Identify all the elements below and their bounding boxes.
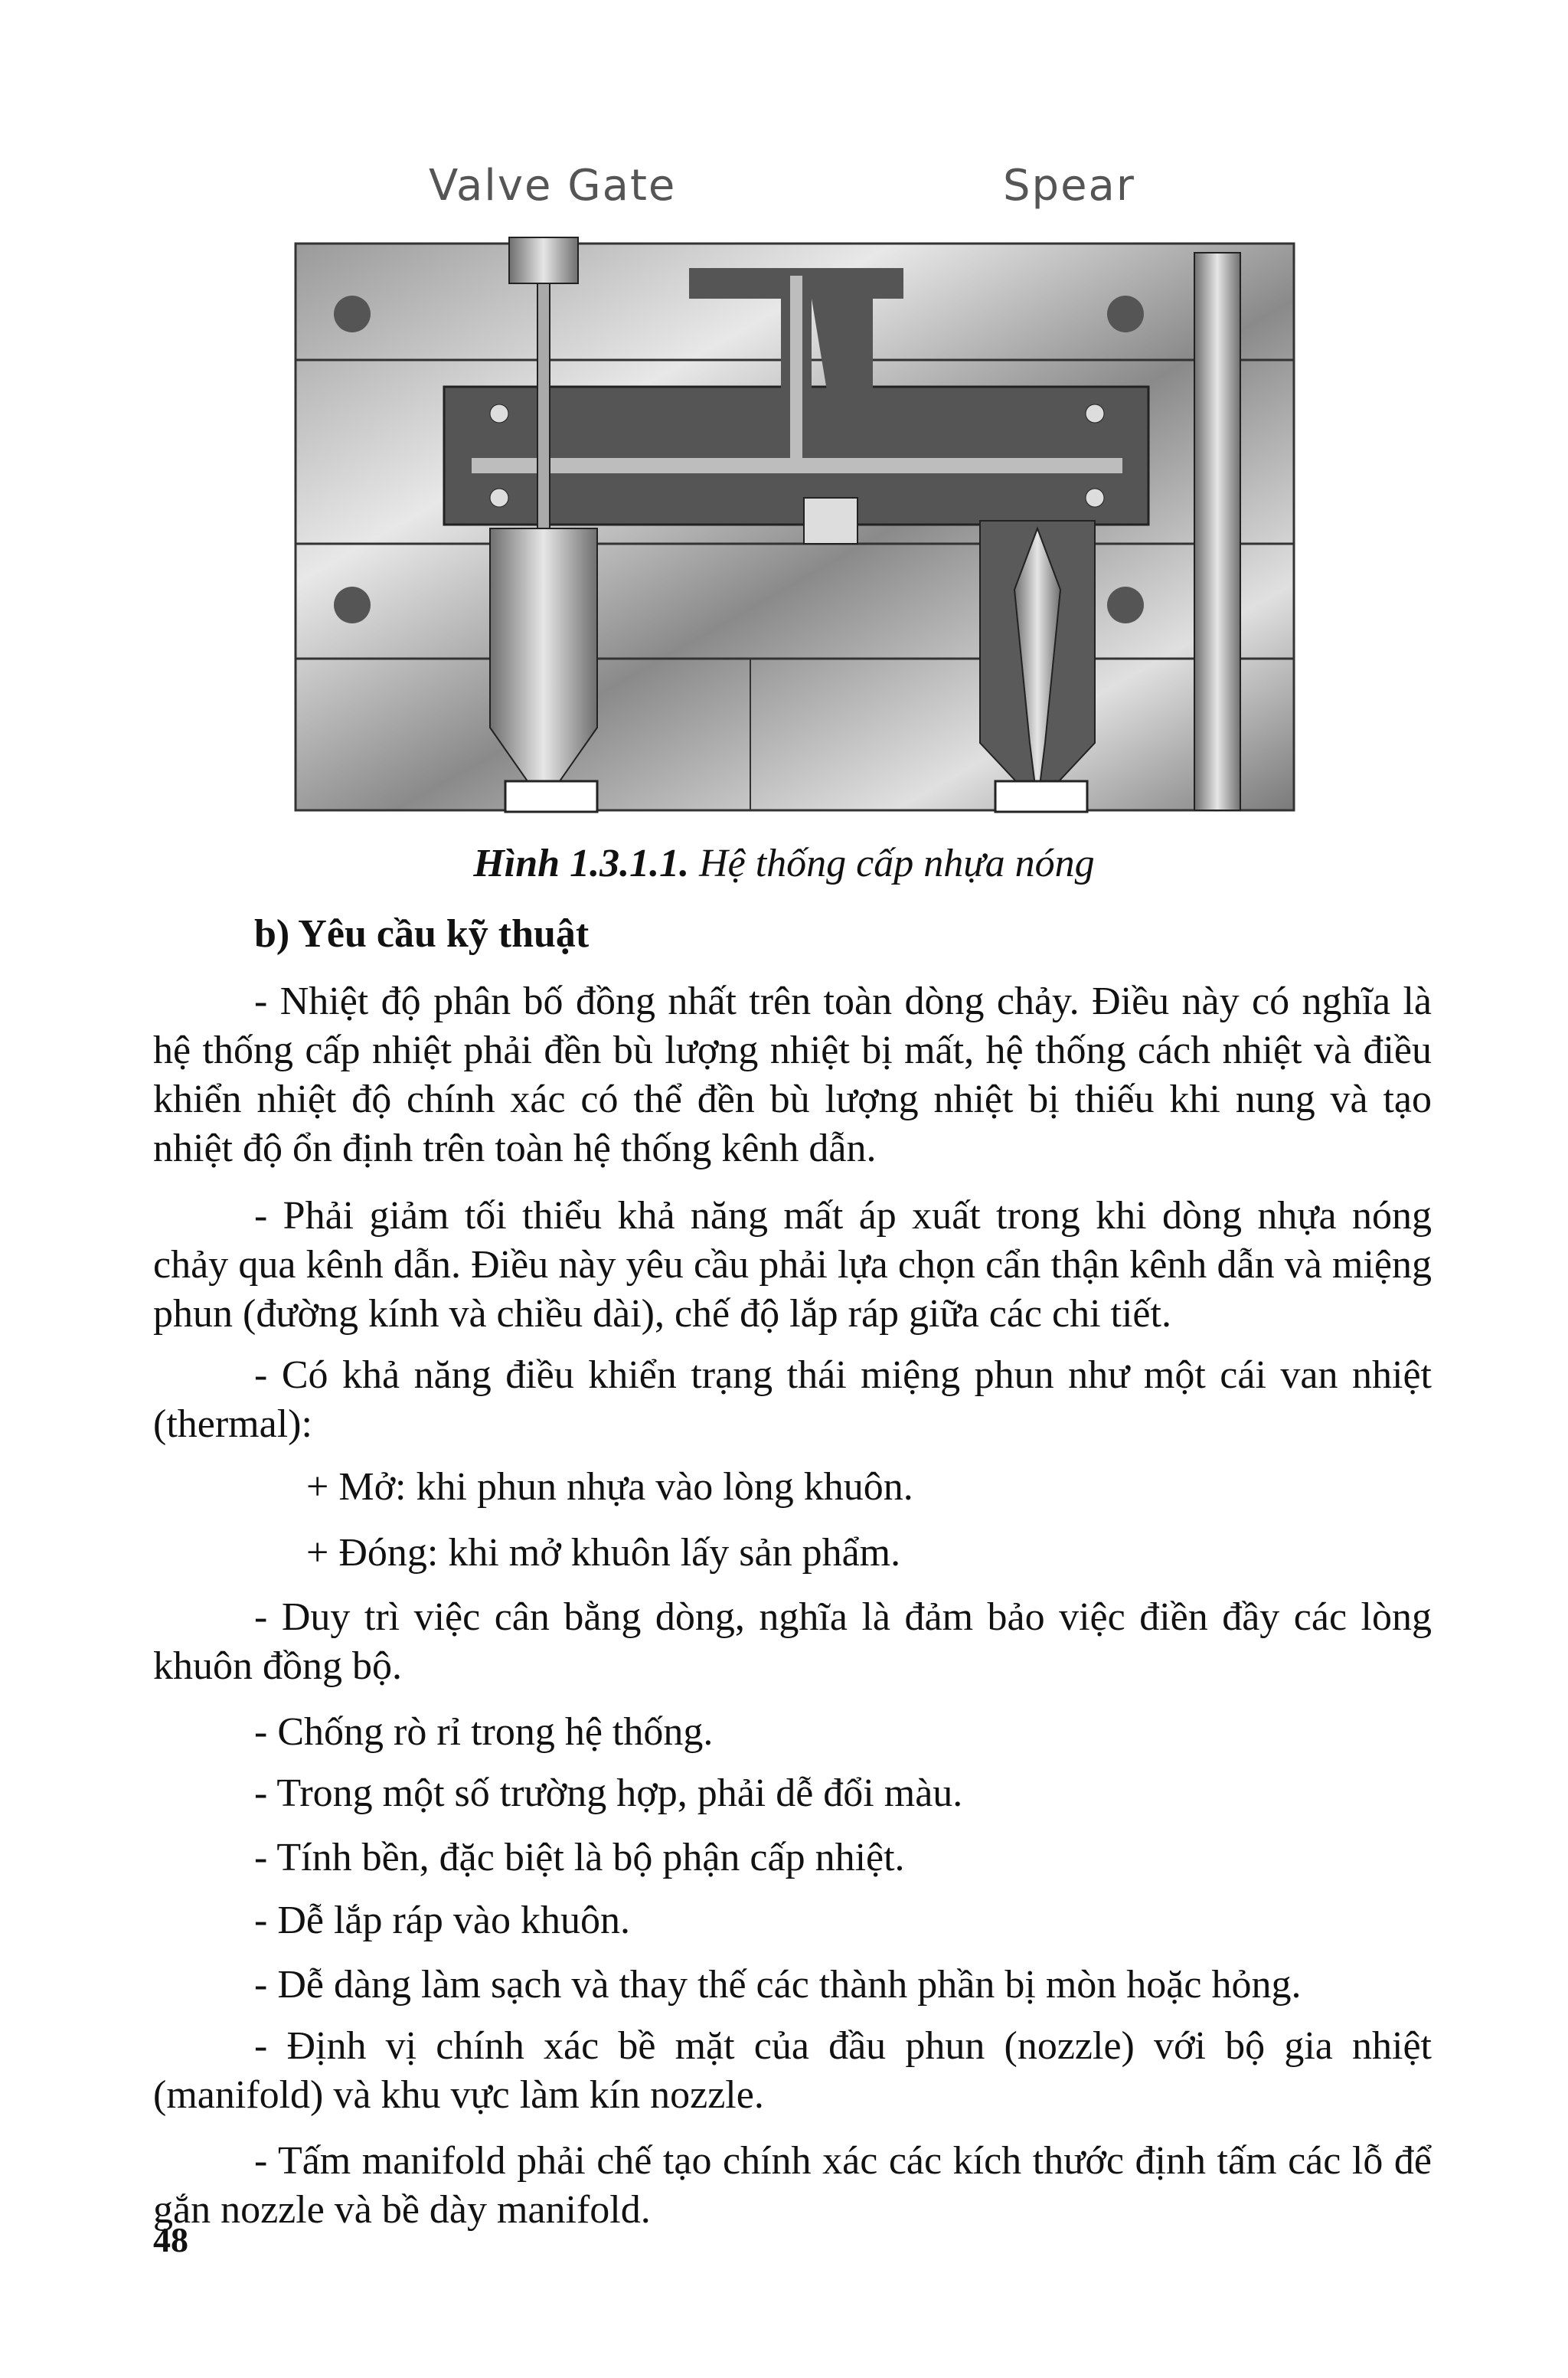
paragraph-3: - Có khả năng điều khiển trạng thái miệng phun như một cái van nhiệt (thermal): [153,1353,1432,1446]
hot-runner-figure [291,161,1302,819]
paragraph-11: - Tấm manifold phải chế tạo chính xác các kích thước định tấm các lỗ để gắn nozzle và bề dày manifold. [153,2139,1432,2232]
section-heading: b) Yêu cầu kỹ thuật [254,912,590,956]
valve-gate-label: Valve Gate [429,161,677,211]
figure-caption [0,841,1568,886]
paragraph-6: - Trong một số trường hợp, phải dễ đổi màu. [254,1771,963,1815]
paragraph-9: - Dễ dàng làm sạch và thay thế các thành phần bị mòn hoặc hỏng. [254,1963,1302,2007]
paragraph-8: - Dễ lắp ráp vào khuôn. [254,1899,630,1942]
paragraph-2: - Phải giảm tối thiểu khả năng mất áp xuất trong khi dòng nhựa nóng chảy qua kênh dẫn. Điều này yêu cầu phải lựa chọn cẩn thận kênh dẫn và miệng phun (đường kính và chiều dài), chế độ lắp ráp giữa các chi tiết. [153,1194,1432,1336]
paragraph-10: - Định vị chính xác bề mặt của đầu phun (nozzle) với bộ gia nhiệt (manifold) và khu vực làm kín nozzle. [153,2024,1432,2117]
paragraph-7: - Tính bền, đặc biệt là bộ phận cấp nhiệt. [254,1836,905,1879]
sub-item-close: + Đóng: khi mở khuôn lấy sản phẩm. [306,1531,901,1575]
paragraph-1: - Nhiệt độ phân bố đồng nhất trên toàn dòng chảy. Điều này có nghĩa là hệ thống cấp nhiệt phải đền bù lượng nhiệt bị mất, hệ thống cách nhiệt và điều khiển nhiệt độ chính xác có thể đền bù lượng nhiệt bị thiếu khi nung và tạo nhiệt độ ổn định trên toàn hệ thống kênh dẫn. [153,980,1432,1170]
spear-label: Spear [1003,161,1135,211]
figure-number: Hình 1.3.1.1. [473,842,690,885]
paragraph-5: - Chống rò rỉ trong hệ thống. [254,1710,714,1754]
paragraph-4: - Duy trì việc cân bằng dòng, nghĩa là đảm bảo việc điền đầy các lòng khuôn đồng bộ. [153,1595,1432,1688]
figure-caption-text: Hệ thống cấp nhựa nóng [699,842,1095,885]
page-number: 48 [153,2220,188,2259]
hot-runner-drawing [291,161,1302,819]
sub-item-open: + Mở: khi phun nhựa vào lòng khuôn. [306,1465,913,1509]
